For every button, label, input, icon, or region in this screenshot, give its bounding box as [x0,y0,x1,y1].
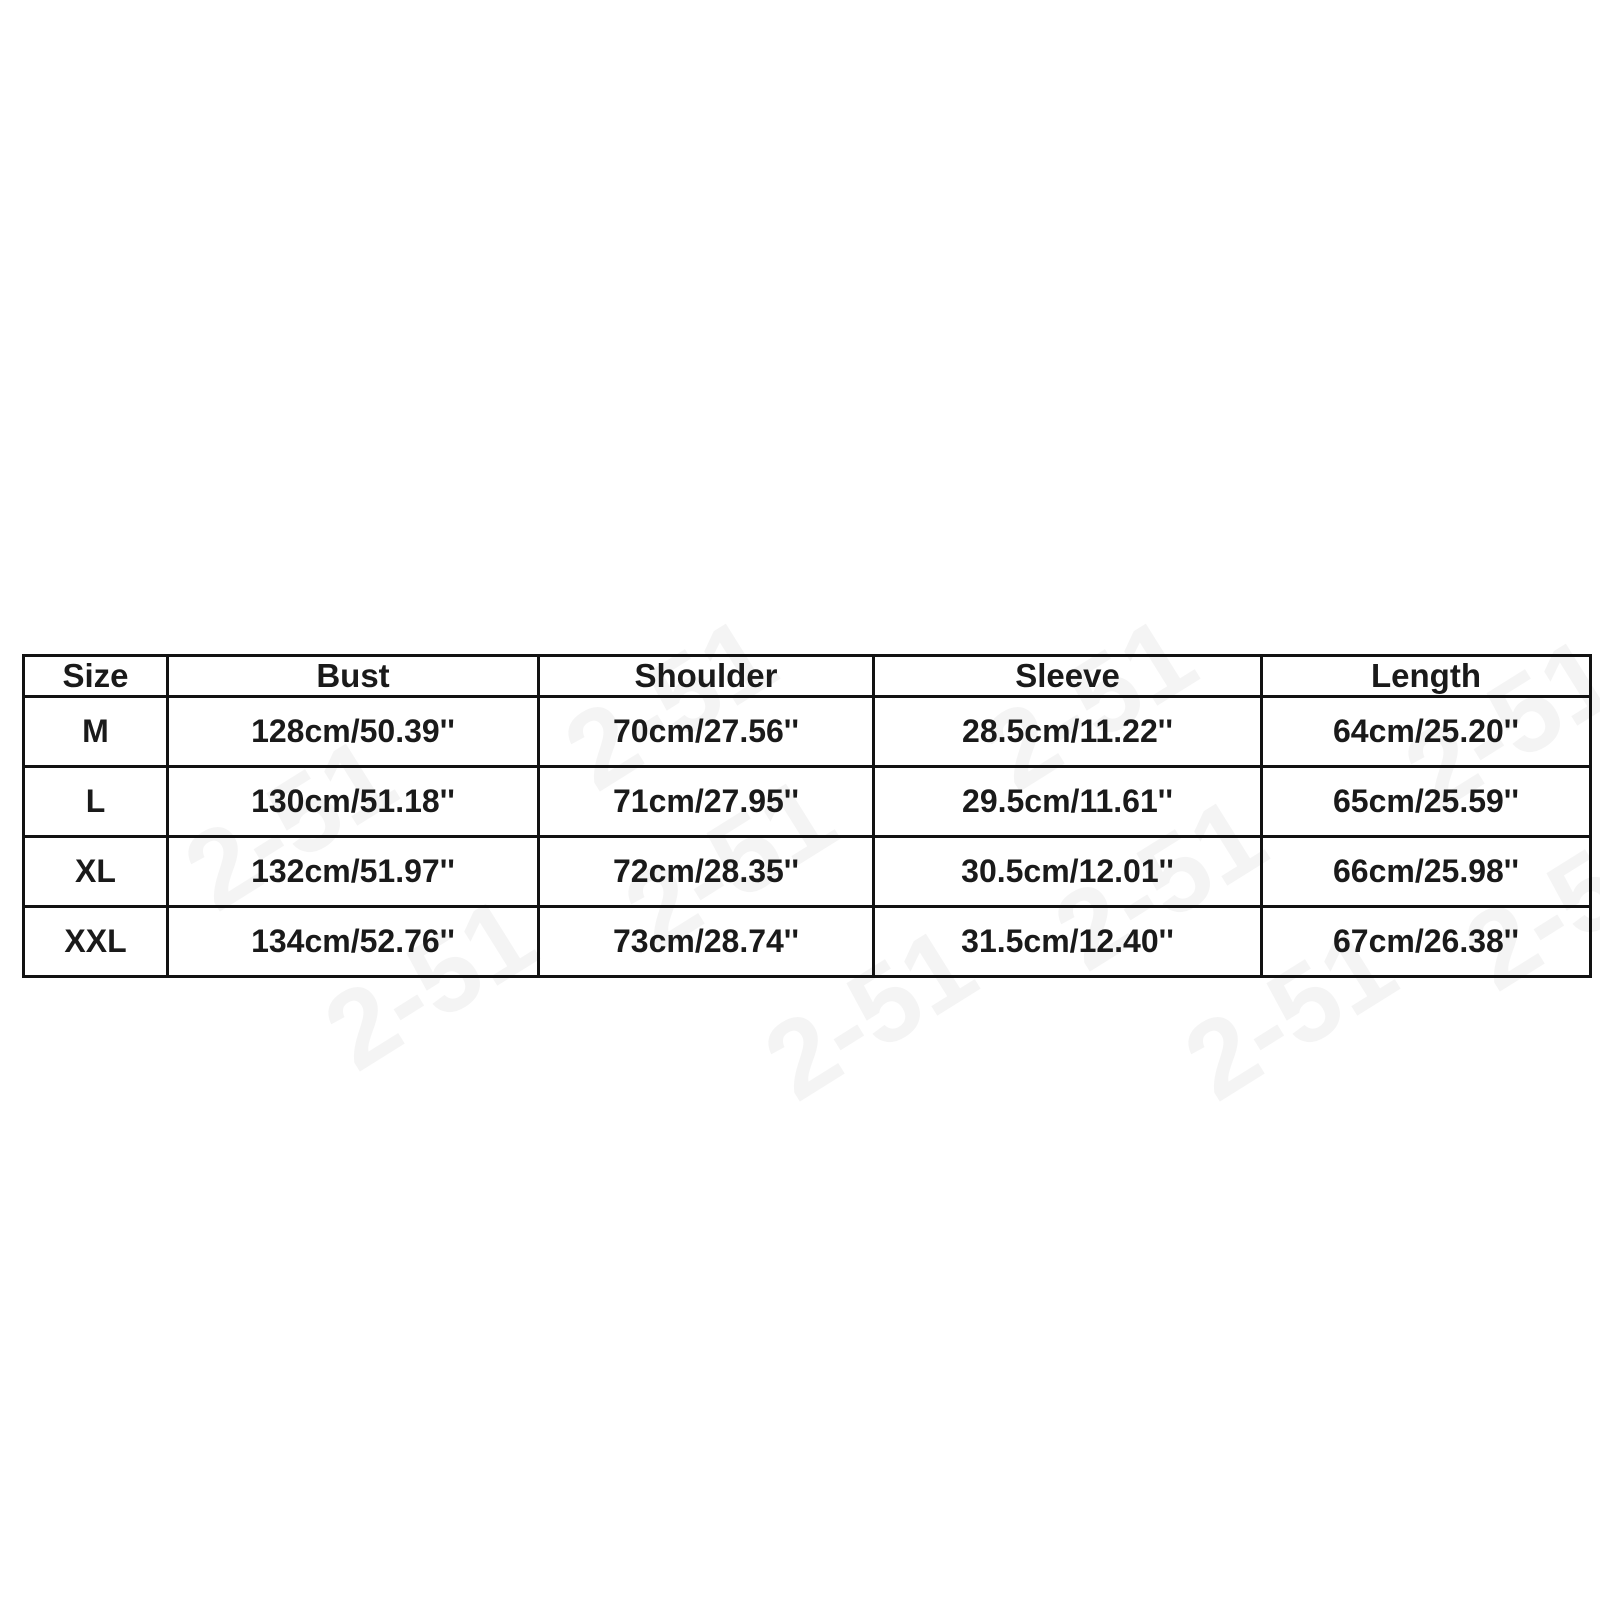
cell-m-shoulder: 70cm/27.56'' [539,697,874,767]
cell-m-size: M [24,697,168,767]
table-row-xl [24,837,1591,907]
cell-xl-bust: 132cm/51.97'' [168,837,539,907]
cell-l-size: L [24,767,168,837]
cell-l-sleeve: 29.5cm/11.61'' [874,767,1262,837]
cell-xxl-sleeve: 31.5cm/12.40'' [874,907,1262,977]
cell-m-length: 64cm/25.20'' [1262,697,1591,767]
cell-xxl-shoulder: 73cm/28.74'' [539,907,874,977]
cell-m-bust: 128cm/50.39'' [168,697,539,767]
cell-xl-shoulder: 72cm/28.35'' [539,837,874,907]
cell-xl-sleeve: 30.5cm/12.01'' [874,837,1262,907]
header-row [24,656,1591,697]
column-header-size: Size [24,656,168,697]
cell-m-sleeve: 28.5cm/11.22'' [874,697,1262,767]
cell-l-length: 65cm/25.59'' [1262,767,1591,837]
cell-xl-size: XL [24,837,168,907]
column-header-shoulder: Shoulder [539,656,874,697]
column-header-bust: Bust [168,656,539,697]
table-row-m [24,697,1591,767]
cell-l-bust: 130cm/51.18'' [168,767,539,837]
cell-xl-length: 66cm/25.98'' [1262,837,1591,907]
size-chart-table [22,654,1592,978]
column-header-sleeve: Sleeve [874,656,1262,697]
cell-xxl-length: 67cm/26.38'' [1262,907,1591,977]
cell-l-shoulder: 71cm/27.95'' [539,767,874,837]
size-chart [22,654,1589,978]
cell-xxl-bust: 134cm/52.76'' [168,907,539,977]
table-row-l [24,767,1591,837]
column-header-length: Length [1262,656,1591,697]
cell-xxl-size: XXL [24,907,168,977]
table-row-xxl [24,907,1591,977]
